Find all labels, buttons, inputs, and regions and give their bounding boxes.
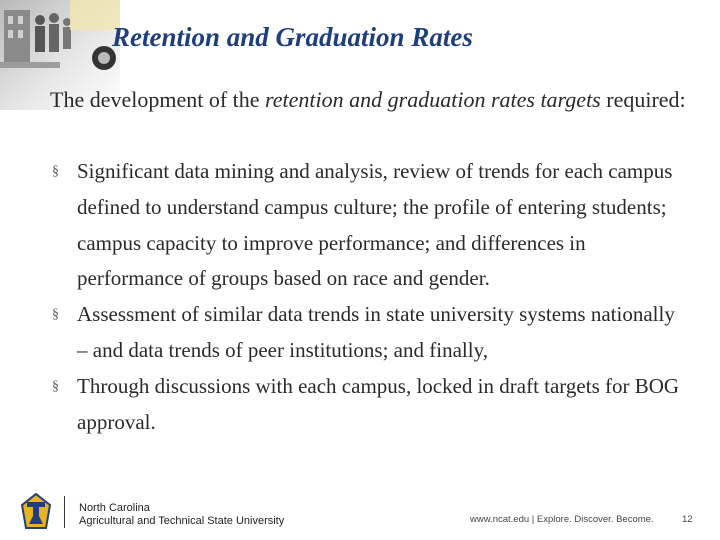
slide-title: Retention and Graduation Rates: [112, 22, 473, 52]
bullet-text: Significant data mining and analysis, review of trends for each campus defined to understand campus culture; the profile of entering students; campus capacity to improve performance; and differences in performance of groups based on race and gender.: [77, 159, 673, 291]
bullet-list: [50, 154, 690, 440]
intro-text-pre: The development of the: [50, 87, 266, 112]
aggie-logo-icon: [20, 493, 52, 529]
university-name-line1: North Carolina: [79, 502, 150, 514]
footer-tagline: www.ncat.edu | Explore. Discover. Become.: [470, 514, 654, 525]
bullet-item: [50, 154, 690, 297]
bullet-item: [50, 297, 690, 369]
bullet-icon: §: [52, 307, 59, 323]
bullet-item: [50, 369, 690, 441]
intro-text-italic: retention and graduation rates targets: [265, 87, 601, 112]
bullet-icon: §: [52, 164, 59, 179]
intro-text-post: required:: [600, 87, 686, 112]
bullet-text: Through discussions with each campus, locked in draft targets for BOG approval.: [77, 373, 680, 434]
university-name-line2: Agricultural and Technical State University: [79, 515, 285, 527]
intro-paragraph: [50, 82, 690, 118]
bullet-text: Assessment of similar data trends in state university systems nationally – and data trends of peer institutions; and finally,: [77, 302, 675, 362]
footer-divider: [64, 496, 65, 528]
bullet-icon: §: [52, 378, 59, 394]
page-number: 12: [682, 514, 693, 525]
